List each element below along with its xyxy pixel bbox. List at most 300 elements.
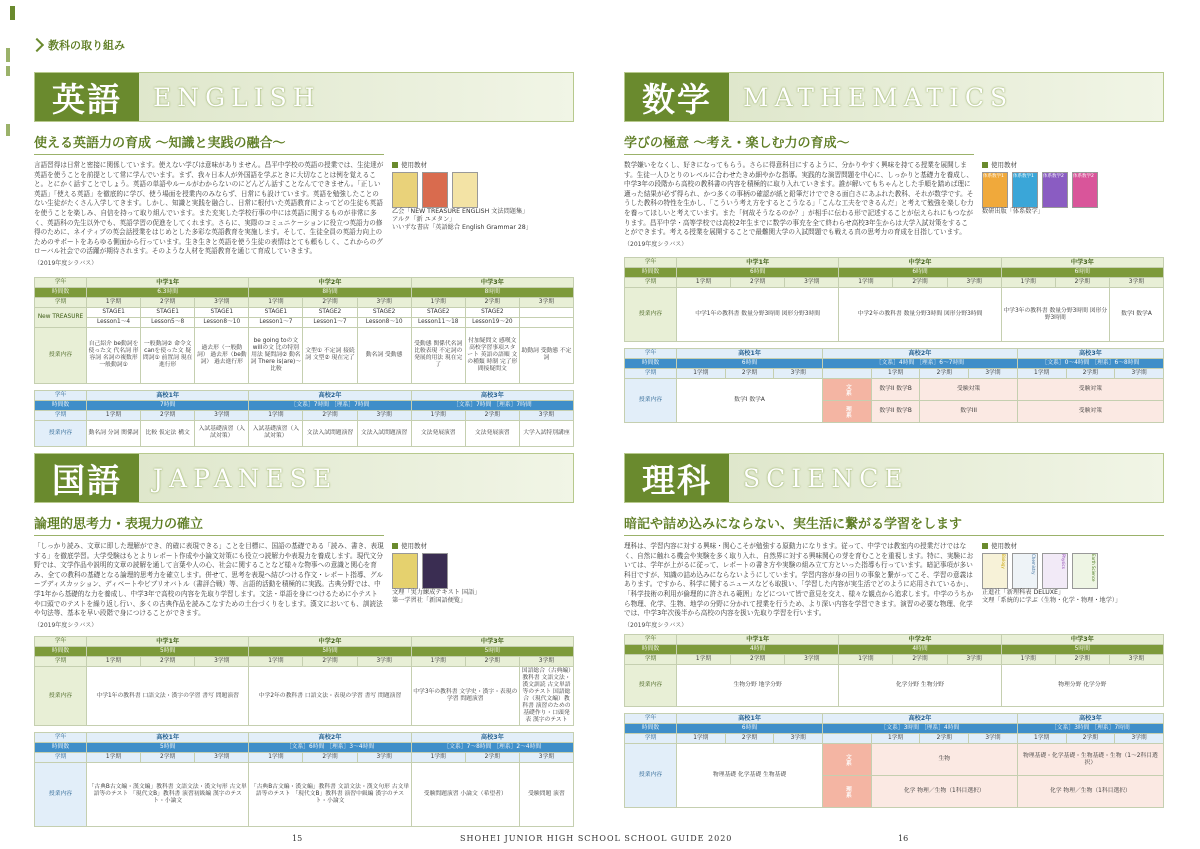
english-body	[34, 161, 384, 269]
term-cell: 2学期	[725, 369, 774, 379]
math-jh-table	[624, 257, 1164, 342]
term-cell: 3学期	[1109, 278, 1163, 288]
page-number-left: 15	[292, 834, 303, 843]
content-cell: 受動態 関係代名詞 比較表現 不定詞の発展的用法 現在完了	[411, 327, 465, 383]
year-cell: 高校2年	[823, 349, 1018, 359]
hours-cell: ［文系］7時間 ［理系］7時間	[411, 400, 573, 410]
material-item: 乙会「NEW TREASURE ENGLISH 文法問題集」	[392, 208, 529, 215]
textbook-cell: STAGE1	[195, 307, 249, 317]
year-cell: 中学1年	[87, 637, 249, 647]
japanese-subtitle: 論理的思考力・表現力の確立	[34, 513, 384, 536]
content-cell: 「古典B古文編・漢文編」教科書 文語文法・漢文句形 古文単語等のテスト 「現代文B」教科書 演習初級編 漢字のテスト・小論文	[87, 763, 249, 827]
track-spacer	[823, 734, 872, 744]
term-cell: 1学期	[839, 278, 893, 288]
track-label-bunkei: 文系	[823, 744, 872, 776]
row-label: 学年	[625, 349, 677, 359]
track-spacer	[823, 369, 872, 379]
content-cell: 一般動詞② 命令文 canを使った文 疑問詞① 前置詞 現在進行形	[141, 327, 195, 383]
math-section	[624, 72, 1164, 423]
term-cell: 3学期	[785, 655, 839, 665]
hours-cell: ［文系］3時間 ［理系］7時間	[1017, 724, 1163, 734]
row-label: 時間数	[35, 287, 87, 297]
math-body	[624, 161, 974, 249]
lesson-cell: Lesson8〜10	[357, 317, 411, 327]
term-cell: 2学期	[141, 753, 195, 763]
term-cell: 2学期	[1066, 369, 1115, 379]
book-cover-image: 体系数学2	[1042, 172, 1068, 208]
row-label: 授業内容	[35, 420, 87, 446]
term-cell: 1学期	[249, 657, 303, 667]
row-label: 学期	[625, 734, 677, 744]
term-cell: 1学期	[1001, 655, 1055, 665]
content-cell: 過去形（一般動詞） 過去形（be動詞） 過去進行形	[195, 327, 249, 383]
book-cover-image	[422, 553, 448, 589]
year-cell: 高校2年	[823, 714, 1018, 724]
term-cell: 1学期	[871, 734, 920, 744]
hours-cell: ［文系］7時間 ［理系］7時間	[249, 400, 411, 410]
year-cell: 高校3年	[1017, 349, 1163, 359]
content-cell: 自己紹介 be動詞を使った文 代名詞 形容詞 名詞の複数形 一般動詞①	[87, 327, 141, 383]
science-subtitle: 暗記や詰め込みにならない、実生活に繋がる学習をします	[624, 513, 1164, 536]
term-cell: 1学期	[871, 369, 920, 379]
content-cell: be going toの文 willの文 比の特別用法 疑問詞② 動名詞 There is(are)〜 比較	[249, 327, 303, 383]
english-hs-table	[34, 390, 574, 447]
year-cell: 高校1年	[677, 714, 823, 724]
row-label: 授業内容	[625, 379, 677, 423]
row-label: 時間数	[625, 359, 677, 369]
row-label: 学期	[35, 297, 87, 307]
lesson-cell: Lesson8〜10	[195, 317, 249, 327]
term-cell: 1学期	[677, 369, 726, 379]
row-label: 授業内容	[35, 667, 87, 726]
book-cover-image	[392, 553, 418, 589]
term-cell: 3学期	[519, 297, 573, 307]
book-cover-image: Earth Science	[1072, 553, 1098, 589]
japanese-body	[34, 542, 384, 630]
term-cell: 1学期	[677, 278, 731, 288]
textbook-cell: STAGE1	[249, 307, 303, 317]
hours-cell: 5時間	[1001, 645, 1163, 655]
term-cell: 3学期	[195, 410, 249, 420]
term-cell: 1学期	[87, 410, 141, 420]
row-label: 時間数	[625, 268, 677, 278]
term-cell: 3学期	[357, 657, 411, 667]
hours-cell: 5時間	[249, 647, 411, 657]
science-materials	[982, 542, 1164, 630]
year-cell: 中学3年	[411, 277, 573, 287]
square-bullet-icon	[982, 543, 988, 549]
content-cell: 文法発展演習	[465, 420, 519, 446]
term-cell: 2学期	[1055, 655, 1109, 665]
term-cell: 2学期	[725, 734, 774, 744]
hours-cell: 6時間	[677, 359, 823, 369]
materials-label: 使用教材	[401, 161, 427, 169]
content-cell: 「古典B古文編・漢文編」教科書 文語文法・漢文句形 古文単語等のテスト 「現代文B」教科書 演習中級編 漢字のテスト・小論文	[249, 763, 411, 827]
lesson-cell: Lesson1〜4	[87, 317, 141, 327]
right-page	[600, 0, 1200, 849]
year-cell: 高校1年	[677, 349, 823, 359]
term-cell: 3学期	[969, 734, 1018, 744]
content-cell: 受験対策	[1017, 401, 1163, 423]
textbook-cell: STAGE1	[141, 307, 195, 317]
term-cell: 3学期	[785, 278, 839, 288]
material-item: 文理「実力練成テキスト 国語」	[392, 589, 481, 596]
textbook-cell	[519, 307, 573, 317]
content-cell: 数学I 数学A	[677, 379, 823, 423]
japanese-banner	[34, 453, 574, 503]
content-cell: 文法発展演習	[411, 420, 465, 446]
term-cell: 3学期	[1109, 655, 1163, 665]
english-banner	[34, 72, 574, 122]
term-cell: 1学期	[249, 297, 303, 307]
content-cell: 国語総合（古典編）教科書 文語文法・漢文訓読 古文単語等のテスト 国語総合（現代文編）教科書 演習のための基礎作り・口頭発表 漢字のテスト	[519, 667, 573, 726]
materials-label: 使用教材	[991, 161, 1017, 169]
term-cell: 1学期	[411, 753, 465, 763]
book-cover-image	[422, 172, 448, 208]
science-title-en: SCIENCE	[729, 454, 1163, 502]
term-cell: 1学期	[1001, 278, 1055, 288]
term-cell: 3学期	[195, 297, 249, 307]
year-cell: 高校3年	[411, 733, 573, 743]
row-label: 学期	[625, 369, 677, 379]
row-label: 授業内容	[625, 744, 677, 808]
term-cell: 1学期	[87, 657, 141, 667]
row-label: 学期	[625, 278, 677, 288]
textbook-cell: STAGE1	[87, 307, 141, 317]
row-label: 授業内容	[35, 327, 87, 383]
term-cell: 2学期	[465, 657, 519, 667]
textbook-cell: STAGE2	[357, 307, 411, 317]
math-subtitle: 学びの極意 〜考え・楽しむ力の育成〜	[624, 132, 974, 155]
content-cell: 入試基礎演習（入試対策）	[249, 420, 303, 446]
term-cell: 2学期	[141, 657, 195, 667]
term-cell: 1学期	[411, 297, 465, 307]
track-label-rikei: 理系	[823, 776, 872, 808]
science-jh-table	[624, 634, 1164, 707]
term-cell: 3学期	[969, 369, 1018, 379]
hours-cell: ［文系］0〜4時間 ［理系］6〜8時間	[1017, 359, 1163, 369]
book-cover-image	[392, 172, 418, 208]
hours-cell: 5時間	[87, 647, 249, 657]
lesson-cell: Lesson1〜7	[303, 317, 357, 327]
english-jh-table	[34, 277, 574, 384]
term-cell: 2学期	[731, 655, 785, 665]
japanese-body-text: 「しっかり読み、文章に即した理解ができ、的確に表現できる」ことを目標に、国語の基礎である「読み、書き、表現する」を徹底学習。大学受験はもとよりレポート作成や小論文対策にも役立つ読解力や表現力を養成します。現代文分野では、文学作品や説明的文章の読解を通して言葉や人の心、社会に関することなど様々な物事への意識と関心を育み、全ての教科の基礎となる論理的思考力を確立します。併せて、思考を表現へ結びつける作文・レポート指導、グループディスカッション、ディベートやビブリオバトル（書評合戦）等、言語的活動を積極的に実践。古典分野では、中学1年から基礎的な力を養成し、中学3年で高校の内容を先取り学習します。文法・単語を身につけるために小テストや口頭でのテストを繰り返し行い、多くの古典作品を読みこなすための土台づくりをします。漢文においても、訓読法や句法等、基本を早い段階で身につけることができます。	[34, 542, 384, 618]
term-cell: 1学期	[411, 657, 465, 667]
row-label: 学期	[35, 410, 87, 420]
japanese-title-jp: 国語	[35, 454, 139, 502]
math-body-text: 数学嫌いをなくし、好きになってもらう。さらに得意科目にするように、分かりやすく興味を持てる授業を展開します。生徒一人ひとりのレベルに合わせたきめ細やかな指導。実践的な演習問題を中心に、しっかりと基礎力を養成し、中学3年の段階から高校の教科書の内容を積極的に取り入れていきます。誰が解いてもちゃんとした手順を踏めば理に適った結果が必ず得られ、かつ多くの事柄の確認が紙と鉛筆だけでできる面白さにあふれた教科、それが数学です。そうした教科の特性を生かし、「こういう考え方をするとこうなる」「こんな工夫をできるんだ」と考えて勉強を楽しむ力を養ってほしいと考えています。また「何故そうなるのか？」が相手に伝わる形で記述することが伝えられにもつながります。昌平中学・高等学校では高校2年生までに数学の事充を全て終わらせ高校3年生からは大学入試対策をすることができます。考える授業を展開することで最難関大学の入試問題でも戦える真の思考力の育成を目指しています。	[624, 161, 974, 237]
term-cell: 1学期	[249, 410, 303, 420]
term-cell: 2学期	[731, 278, 785, 288]
term-cell: 3学期	[1115, 369, 1164, 379]
content-cell: 中学2年の教科書 口語文法・表現の学習 書写 問題演習	[249, 667, 411, 726]
content-cell: 受験対策	[920, 379, 1017, 401]
term-cell: 2学期	[1055, 278, 1109, 288]
content-cell: 動名詞 受動態	[357, 327, 411, 383]
hours-cell: 6時間	[677, 724, 823, 734]
hours-cell: 6時間	[1001, 268, 1163, 278]
track-label-bunkei: 文系	[823, 379, 872, 401]
syllabus-note: （2019年度シラバス）	[34, 621, 98, 629]
year-cell: 中学1年	[677, 258, 839, 268]
row-label: 時間数	[35, 400, 87, 410]
english-body-text: 言語習得は日常と密接に関係しています。使えない学びは意味がありません。昌平中学校の英語の授業では、生徒達が英語を使うことを前提として常に学んでいます。まず、我々日本人が外国語を学ぶときに大切なことは例を覚えること。とにかく話すことでしょう。英語の単語やルールがわからないのにどんどん話すことなんてできません。「正しい英語」「使える英語」を徹底的に学び、使う場面を授業内のみならず、日常にも設けています。英語を勉強したことのない生徒がたくさん入学してきます。しかし、知識と実践を融合し、日常に根付いた英語教育によってどの生徒も英語を使うことを楽しみ、自信を持って取り組んでいます。また充実した学校行事の中には英語に関するものが非常に多く、英語科の先生以外でも、英語学習の促進をしてくれます。さらに、実際のコミュニケーションに役立つ英語力の修得のために、ネイティブの英会話授業をはじめとした多彩な英語教育を実施します。そして、生徒全員の英語力向上のためのサポートをあらゆる側面から行っています。生き生きと英語を使う生徒の表情はとても頼もしく、これからのグローバル社会での活躍が期待されます。そのような人材を英語教育を通じて育成していきます。	[34, 161, 384, 256]
term-cell: 3学期	[357, 753, 411, 763]
year-cell: 中学1年	[87, 277, 249, 287]
square-bullet-icon	[392, 162, 398, 168]
hours-cell: ［文系］6時間 ［理系］3〜4時間	[249, 743, 411, 753]
guide-footer-title: SHOHEI JUNIOR HIGH SCHOOL SCHOOL GUIDE 2020	[460, 834, 733, 843]
row-label: 授業内容	[35, 763, 87, 827]
lesson-cell	[519, 317, 573, 327]
term-cell: 3学期	[1115, 734, 1164, 744]
row-label: 学年	[625, 714, 677, 724]
term-cell: 3学期	[519, 753, 573, 763]
content-cell: 文法入試問題演習	[303, 420, 357, 446]
content-cell: 受験問題 演習	[519, 763, 573, 827]
book-cover-image: Biology	[982, 553, 1008, 589]
math-title-jp: 数学	[625, 73, 729, 121]
row-label: New TREASURE	[35, 307, 87, 327]
science-title-jp: 理科	[625, 454, 729, 502]
row-label: 学期	[35, 753, 87, 763]
lesson-cell: Lesson11〜18	[411, 317, 465, 327]
science-body	[624, 542, 974, 630]
content-cell: 中学1年の教科書 口語文法・漢字の学習 書写 問題演習	[87, 667, 249, 726]
material-item: 正進社「新理科表 DELUXE」	[982, 589, 1065, 596]
hours-cell: ［文系］4時間 ［理系］6〜7時間	[823, 359, 1018, 369]
content-cell: 助動詞 受動態 不定詞	[519, 327, 573, 383]
content-cell: 物理分野 化学分野	[1001, 665, 1163, 707]
lesson-cell: Lesson19〜20	[465, 317, 519, 327]
hours-cell: 6時間	[677, 268, 839, 278]
lesson-cell: Lesson5〜8	[141, 317, 195, 327]
year-cell: 高校3年	[1017, 714, 1163, 724]
hours-cell: ［文系］3時間 ［理系］4時間	[823, 724, 1018, 734]
term-cell: 1学期	[677, 655, 731, 665]
year-cell: 中学1年	[677, 635, 839, 645]
year-cell: 中学3年	[411, 637, 573, 647]
content-cell: 生物分野 地学分野	[677, 665, 839, 707]
row-label: 授業内容	[625, 665, 677, 707]
term-cell: 1学期	[839, 655, 893, 665]
year-cell: 中学3年	[1001, 635, 1163, 645]
japanese-section	[34, 453, 574, 827]
year-cell: 高校2年	[249, 390, 411, 400]
material-item: 文理「系統的に学ぶ（生物・化学・物理・地学）」	[982, 597, 1122, 604]
term-cell: 2学期	[465, 753, 519, 763]
hours-cell: 5時間	[411, 647, 573, 657]
row-label: 学年	[625, 635, 677, 645]
term-cell: 1学期	[87, 297, 141, 307]
content-cell: 入試基礎演習（入試対策）	[195, 420, 249, 446]
content-cell: 数学I 数学A	[1109, 288, 1163, 342]
term-cell: 2学期	[303, 410, 357, 420]
japanese-hs-table	[34, 732, 574, 827]
english-section	[34, 72, 574, 447]
book-cover-image: Chemistry	[1012, 553, 1038, 589]
book-cover-image: 体系数学1	[1012, 172, 1038, 208]
row-label: 学年	[35, 277, 87, 287]
term-cell: 3学期	[519, 410, 573, 420]
science-body-text: 理科は、学習内容に対する興味・関心こそが勉強する原動力になります。従って、中学では教室内の授業だけではなく、自然に触れる機会や実験を多く取り入れ、自然界に対する興味関心の芽を育むことを重視します。特に、実験においては、学年が上がるに従って、レポートの書き方や実験の組み立て方といった指導も行っています。暗記事項が多い科目ですが、知識の詰め込みにならないようにしています。学習内容が身の回りの事象と繋がってこそ、学習の意義はあります。ですから、科学に関するニュースなども取扱い、「学習した内容が実生活でどのように応用されているか」、「科学技術の利用が倫理的に許される範囲」などについて皆で意見を交え、様々な観点から追求します。中学のうちから物理、化学、生物、地学の分野に分かれて授業を行うため、より深い内容を学習できます。演習の必要な物理、化学では、中学3年次後半から高校の内容を扱い先取り学習を行います。	[624, 542, 974, 618]
english-title-en: ENGLISH	[139, 73, 573, 121]
content-cell: 数学II 数学B	[871, 379, 920, 401]
materials-label: 使用教材	[401, 542, 427, 550]
english-title-jp: 英語	[35, 73, 139, 121]
content-cell: 物理基礎 化学基礎 生物基礎	[677, 744, 823, 808]
square-bullet-icon	[392, 543, 398, 549]
year-cell: 中学2年	[839, 635, 1001, 645]
material-item: 第一学習社「新国語便覧」	[392, 597, 467, 604]
term-cell: 2学期	[465, 410, 519, 420]
year-cell: 中学2年	[249, 277, 411, 287]
hours-cell: ［文系］7〜8時間 ［理系］2〜4時間	[411, 743, 573, 753]
square-bullet-icon	[982, 162, 988, 168]
syllabus-note: （2019年度シラバス）	[34, 259, 98, 267]
math-hs-table	[624, 348, 1164, 423]
content-cell: 中学3年の教科書 文学史・漢字・表現の学習 問題演習	[411, 667, 519, 726]
row-label: 時間数	[625, 645, 677, 655]
content-cell: 化学 物理／生物（1科目選択）	[1017, 776, 1163, 808]
hours-cell: 8時間	[249, 287, 411, 297]
year-cell: 中学3年	[1001, 258, 1163, 268]
term-cell: 3学期	[774, 734, 823, 744]
term-cell: 2学期	[141, 297, 195, 307]
science-book-images	[982, 553, 1164, 589]
term-cell: 1学期	[1017, 734, 1066, 744]
term-cell: 3学期	[947, 278, 1001, 288]
row-label: 学年	[35, 637, 87, 647]
content-cell: 化学分野 生物分野	[839, 665, 1001, 707]
material-item: 数研出版「体系数学」	[982, 208, 1044, 215]
hours-cell: 6.3時間	[87, 287, 249, 297]
term-cell: 3学期	[947, 655, 1001, 665]
term-cell: 1学期	[677, 734, 726, 744]
term-cell: 2学期	[303, 657, 357, 667]
japanese-jh-table	[34, 636, 574, 726]
row-label: 学期	[625, 655, 677, 665]
content-cell: 中学1年の教科書 数量分野3時間 図形分野3時間	[677, 288, 839, 342]
content-cell: 物理基礎・化学基礎・生物基礎・生物（1〜2科目選択）	[1017, 744, 1163, 776]
english-subtitle: 使える英語力の育成 〜知識と実践の融合〜	[34, 132, 384, 155]
term-cell: 3学期	[774, 369, 823, 379]
row-label: 時間数	[35, 743, 87, 753]
material-item: アルク「新 ユメタン」	[392, 216, 456, 223]
term-cell: 3学期	[357, 297, 411, 307]
year-cell: 高校2年	[249, 733, 411, 743]
term-cell: 3学期	[195, 753, 249, 763]
hours-cell: 4時間	[677, 645, 839, 655]
japanese-book-images	[392, 553, 574, 589]
term-cell: 2学期	[303, 753, 357, 763]
material-item: いいずな書店「英語総合 English Grammar 28」	[392, 224, 532, 231]
content-cell: 付加疑問文 感嘆文 高校学習事項スタート 英語の語順 文の種類 時制 完了形 間接疑問文	[465, 327, 519, 383]
hours-cell: 6時間	[839, 268, 1001, 278]
term-cell: 2学期	[920, 734, 969, 744]
year-cell: 中学2年	[249, 637, 411, 647]
content-cell: 生物	[871, 744, 1017, 776]
book-cover-image: 体系数学1	[982, 172, 1008, 208]
book-cover-image	[452, 172, 478, 208]
year-cell: 中学2年	[839, 258, 1001, 268]
term-cell: 2学期	[303, 297, 357, 307]
hours-cell: 5時間	[87, 743, 249, 753]
hours-cell: 7時間	[87, 400, 249, 410]
hours-cell: 8時間	[411, 287, 573, 297]
row-label: 授業内容	[625, 288, 677, 342]
english-book-images	[392, 172, 574, 208]
year-cell: 高校1年	[87, 733, 249, 743]
page-number-right: 16	[898, 834, 909, 843]
row-label: 時間数	[625, 724, 677, 734]
english-materials	[392, 161, 574, 269]
math-title-en: MATHEMATICS	[729, 73, 1163, 121]
math-materials	[982, 161, 1164, 249]
section-heading-text: 教科の取り組み	[48, 39, 125, 52]
science-banner	[624, 453, 1164, 503]
term-cell: 3学期	[357, 410, 411, 420]
content-cell: 大学入試特別講座	[519, 420, 573, 446]
term-cell: 2学期	[893, 655, 947, 665]
term-cell: 1学期	[249, 753, 303, 763]
row-label: 学年	[35, 733, 87, 743]
term-cell: 3学期	[195, 657, 249, 667]
textbook-cell: STAGE2	[411, 307, 465, 317]
book-cover-image: Physics	[1042, 553, 1068, 589]
year-cell: 高校3年	[411, 390, 573, 400]
row-label: 時間数	[35, 647, 87, 657]
content-cell: 受験問題演習 小論文（希望者）	[411, 763, 519, 827]
content-cell: 比較 仮定法 構文	[141, 420, 195, 446]
hours-cell: 4時間	[839, 645, 1001, 655]
lesson-cell: Lesson1〜7	[249, 317, 303, 327]
content-cell: 中学2年の教科書 数量分野3時間 図形分野3時間	[839, 288, 1001, 342]
content-cell: 文型① 不定詞 接続詞 文型② 現在完了	[303, 327, 357, 383]
science-section	[624, 453, 1164, 808]
row-label: 学年	[625, 258, 677, 268]
row-label: 学年	[35, 390, 87, 400]
term-cell: 3学期	[519, 657, 573, 667]
textbook-cell: STAGE2	[303, 307, 357, 317]
term-cell: 2学期	[1066, 734, 1115, 744]
math-book-images	[982, 172, 1164, 208]
term-cell: 1学期	[87, 753, 141, 763]
syllabus-note: （2019年度シラバス）	[624, 240, 688, 248]
content-cell: 数学II 数学B	[871, 401, 920, 423]
term-cell: 2学期	[141, 410, 195, 420]
term-cell: 2学期	[920, 369, 969, 379]
japanese-materials	[392, 542, 574, 630]
math-banner	[624, 72, 1164, 122]
term-cell: 2学期	[893, 278, 947, 288]
science-hs-table	[624, 713, 1164, 808]
year-cell: 高校1年	[87, 390, 249, 400]
content-cell: 化学 物理／生物（1科目選択）	[871, 776, 1017, 808]
term-cell: 1学期	[1017, 369, 1066, 379]
book-cover-image: 体系数学2	[1072, 172, 1098, 208]
syllabus-note: （2019年度シラバス）	[624, 621, 688, 629]
content-cell: 数学III	[920, 401, 1017, 423]
term-cell: 2学期	[465, 297, 519, 307]
materials-label: 使用教材	[991, 542, 1017, 550]
content-cell: 文法入試問題演習	[357, 420, 411, 446]
content-cell: 受験対策	[1017, 379, 1163, 401]
content-cell: 動名詞 分詞 関係詞	[87, 420, 141, 446]
content-cell: 中学3年の教科書 数量分野3時間 図形分野3時間	[1001, 288, 1109, 342]
row-label: 学期	[35, 657, 87, 667]
